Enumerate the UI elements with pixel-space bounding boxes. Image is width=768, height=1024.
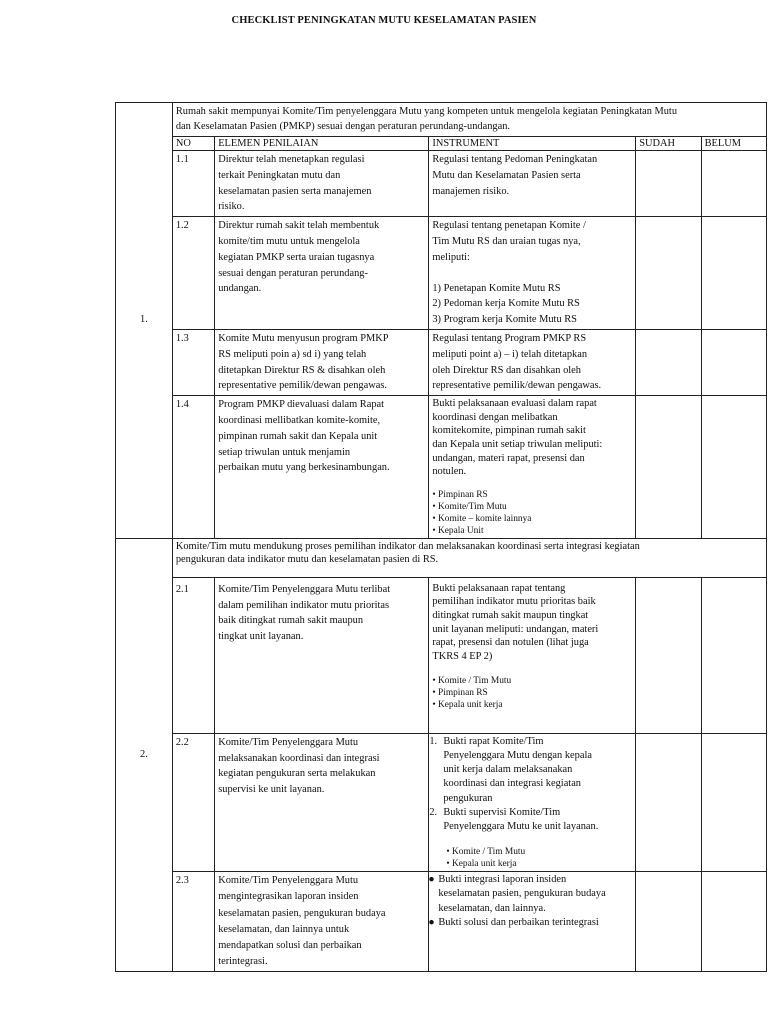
elemen-cell: Komite Mutu menyusun program PMKP RS meliputi poin a) sd i) yang telah ditetapkan Direktur RS & disahkan oleh representative pemilik/dewan pengawas.: [215, 329, 429, 395]
table-row: [116, 872, 767, 972]
instrument-cell: [429, 733, 636, 871]
bullet-item: • Pimpinan RS: [432, 687, 632, 699]
dot-item: ● Bukti solusi dan perbaikan terintegrasi: [428, 916, 599, 928]
item-number: 1.1: [172, 151, 214, 217]
elemen-cell: Program PMKP dievaluasi dalam Rapat koordinasi mellibatkan komite-komite, pimpinan rumah sakit dan Kepala unit setiap triwulan untuk menjamin perbaikan mutu yang berkesinambungan.: [215, 396, 429, 539]
belum-cell[interactable]: [701, 329, 766, 395]
elemen-cell: Komite/Tim Penyelenggara Mutu mengintegrasikan laporan insiden keselamatan pasien, pengukuran budaya keselamatan, dan lainnya untuk mendapatkan solusi dan perbaikan terintegrasi.: [215, 872, 429, 972]
section-2-description-row: [116, 538, 767, 577]
table-row: [116, 217, 767, 330]
elemen-cell: Komite/Tim Penyelenggara Mutu melaksanakan koordinasi dan integrasi kegiatan pengukuran serta melakukan supervisi ke unit layanan.: [215, 733, 429, 871]
table-header-row: [116, 137, 767, 151]
table-row: [116, 329, 767, 395]
belum-cell[interactable]: [701, 577, 766, 733]
page-title: CHECKLIST PENINGKATAN MUTU KESELAMATAN PASIEN: [231, 15, 537, 26]
header-sudah: SUDAH: [636, 137, 701, 151]
item-number: 1.3: [172, 329, 214, 395]
bullet-item: • Pimpinan RS: [432, 489, 632, 501]
elemen-cell: Komite/Tim Penyelenggara Mutu terlibat dalam pemilihan indikator mutu prioritas baik ditingkat rumah sakit maupun tingkat unit layanan.: [215, 577, 429, 733]
instrument-cell: [429, 872, 636, 972]
header-no: NO: [172, 137, 214, 151]
instrument-cell: Regulasi tentang Pedoman Peningkatan Mutu dan Keselamatan Pasien serta manajemen risiko.: [429, 151, 636, 217]
checklist-table: [115, 102, 767, 972]
belum-cell[interactable]: [701, 872, 766, 972]
bullet-item: • Komite / Tim Mutu: [432, 846, 632, 858]
sudah-cell[interactable]: [636, 396, 701, 539]
numbered-item: 2. Bukti supervisi Komite/Tim Penyelenggara Mutu ke unit layanan.: [429, 806, 599, 832]
instrument-cell: Bukti pelaksanaan evaluasi dalam rapat koordinasi dengan melibatkan komitekomite, pimpinan rumah sakit dan Kepala unit setiap triwulan meliputi: undangan, materi rapat, presensi dan notulen. • Pimpinan RS • Komite/Tim Mutu • Komite – komite lainnya • Kepala Unit: [429, 396, 636, 539]
sudah-cell[interactable]: [636, 329, 701, 395]
bullet-item: • Komite / Tim Mutu: [432, 675, 632, 687]
instrument-cell: Regulasi tentang Program PMKP RS meliputi point a) – i) telah ditetapkan oleh Direktur RS dan disahkan oleh representative pemilik/dewan pengawas.: [429, 329, 636, 395]
numbered-item: 1. Bukti rapat Komite/Tim Penyelenggara Mutu dengan kepala unit kerja dalam melaksanakan koordinasi dan integrasi kegiatan pengukuran: [429, 735, 592, 804]
header-belum: BELUM: [701, 137, 766, 151]
table-row: [116, 396, 767, 539]
header-instrument: INSTRUMENT: [429, 137, 636, 151]
item-number: 1.2: [172, 217, 214, 330]
elemen-cell: Direktur telah menetapkan regulasi terkait Peningkatan mutu dan keselamatan pasien serta manajemen risiko.: [215, 151, 429, 217]
section-number: 1.: [116, 103, 173, 539]
section-1-description-row: [116, 103, 767, 137]
item-number: 2.2: [172, 733, 214, 871]
instrument-cell: Regulasi tentang penetapan Komite / Tim Mutu RS dan uraian tugas nya, meliputi: 1) Penetapan Komite Mutu RS 2) Pedoman kerja Komite Mutu RS 3) Program kerja Komite Mutu RS: [429, 217, 636, 330]
sudah-cell[interactable]: [636, 577, 701, 733]
sudah-cell[interactable]: [636, 217, 701, 330]
sudah-cell[interactable]: [636, 872, 701, 972]
table-row: [116, 151, 767, 217]
sudah-cell[interactable]: [636, 733, 701, 871]
bullet-item: • Komite – komite lainnya: [432, 513, 632, 525]
dot-item: ● Bukti integrasi laporan insiden keselamatan pasien, pengukuran budaya keselamatan, dan lainnya.: [428, 874, 606, 914]
header-elemen: ELEMEN PENILAIAN: [215, 137, 429, 151]
table-row: [116, 733, 767, 871]
belum-cell[interactable]: [701, 217, 766, 330]
section-number: 2.: [116, 538, 173, 972]
bullet-item: • Kepala unit kerja: [432, 699, 632, 711]
sudah-cell[interactable]: [636, 151, 701, 217]
belum-cell[interactable]: [701, 733, 766, 871]
section-description: Rumah sakit mempunyai Komite/Tim penyelenggara Mutu yang kompeten untuk mengelola kegiatan Peningkatan Mutu dan Keselamatan Pasien (PMKP) sesuai dengan peraturan perundang-undangan.: [172, 103, 766, 137]
table-row: [116, 577, 767, 733]
bullet-item: • Kepala unit kerja: [432, 858, 632, 870]
belum-cell[interactable]: [701, 151, 766, 217]
section-description: Komite/Tim mutu mendukung proses pemilihan indikator dan melaksanakan koordinasi serta integrasi kegiatan pengukuran data indikator mutu dan keselamatan pasien di RS.: [172, 538, 766, 577]
instrument-cell: Bukti pelaksanaan rapat tentang pemilihan indikator mutu prioritas baik ditingkat rumah sakit maupun tingkat unit layanan meliputi: undangan, materi rapat, presensi dan notulen (lihat juga TKRS 4 EP 2) • Komite / Tim Mutu • Pimpinan RS • Kepala unit kerja: [429, 577, 636, 733]
bullet-item: • Komite/Tim Mutu: [432, 501, 632, 513]
elemen-cell: Direktur rumah sakit telah membentuk komite/tim mutu untuk mengelola kegiatan PMKP serta uraian tugasnya sesuai dengan peraturan perundang- undangan.: [215, 217, 429, 330]
belum-cell[interactable]: [701, 396, 766, 539]
item-number: 2.3: [172, 872, 214, 972]
bullet-item: • Kepala Unit: [432, 525, 632, 537]
item-number: 2.1: [172, 577, 214, 733]
item-number: 1.4: [172, 396, 214, 539]
